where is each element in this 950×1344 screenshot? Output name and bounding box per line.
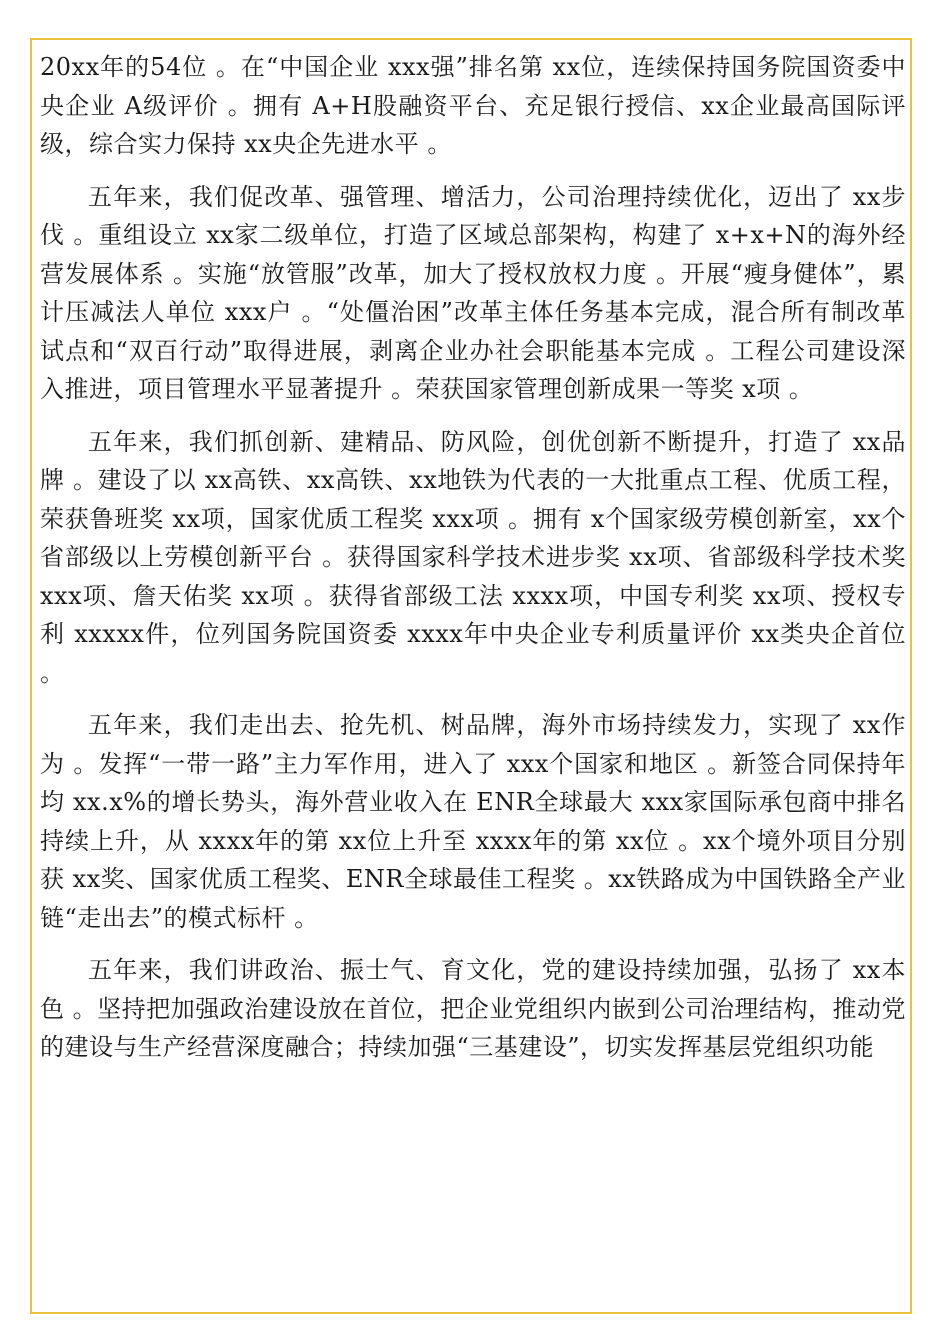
paragraph-2: 五年来，我们促改革、强管理、增活力，公司治理持续优化，迈出了 xx步伐 。重组设立 xx家二级单位，打造了区域总部架构，构建了 x+x+N的海外经营发展体系 。实施“放管服”改革，加大了授权放权力度 。开展“瘦身健体”，累计压减法人单位 xxx户 。“处僵治困”改革主体任务基本完成，混合所有制改革试点和“双百行动”取得进展，剥离企业办社会职能基本完成 。工程公司建设深入推进，项目管理水平显著提升 。荣获国家管理创新成果一等奖 x项 。 [40, 182, 906, 403]
document-body [40, 48, 906, 1067]
paragraph-4: 五年来，我们走出去、抢先机、树品牌，海外市场持续发力，实现了 xx作为 。发挥“一带一路”主力军作用，进入了 xxx个国家和地区 。新签合同保持年均 xx.x%的增长势头，海外营业收入在 ENR全球最大 xxx家国际承包商中排名持续上升，从 xxxx年的第 xx位上升至 xxxx年的第 xx位 。xx个境外项目分别获 xx奖、国家优质工程奖、ENR全球最佳工程奖 。xx铁路成为中国铁路全产业链“走出去”的模式标杆 。 [40, 711, 906, 932]
paragraph-1: 20xx年的54位 。在“中国企业 xxx强”排名第 xx位，连续保持国务院国资委中央企业 A级评价 。拥有 A+H股融资平台、充足银行授信、xx企业最高国际评级，综合实力保持 xx央企先进水平 。 [40, 53, 906, 158]
paragraph-3: 五年来，我们抓创新、建精品、防风险，创优创新不断提升，打造了 xx品牌 。建设了以 xx高铁、xx高铁、xx地铁为代表的一大批重点工程、优质工程，荣获鲁班奖 xx项，国家优质工程奖 xxx项 。拥有 x个国家级劳模创新室，xx个省部级以上劳模创新平台 。获得国家科学技术进步奖 xx项、省部级科学技术奖 xxx项、詹天佑奖 xx项 。获得省部级工法 xxxx项，中国专利奖 xx项、授权专利 xxxxx件，位列国务院国资委 xxxx年中央企业专利质量评价 xx类央企首位 。 [40, 427, 906, 687]
paragraph-5: 五年来，我们讲政治、振士气、育文化，党的建设持续加强，弘扬了 xx本色 。坚持把加强政治建设放在首位，把企业党组织内嵌到公司治理结构，推动党的建设与生产经营深度融合；持续加强“三基建设”，切实发挥基层党组织功能 [40, 956, 906, 1061]
